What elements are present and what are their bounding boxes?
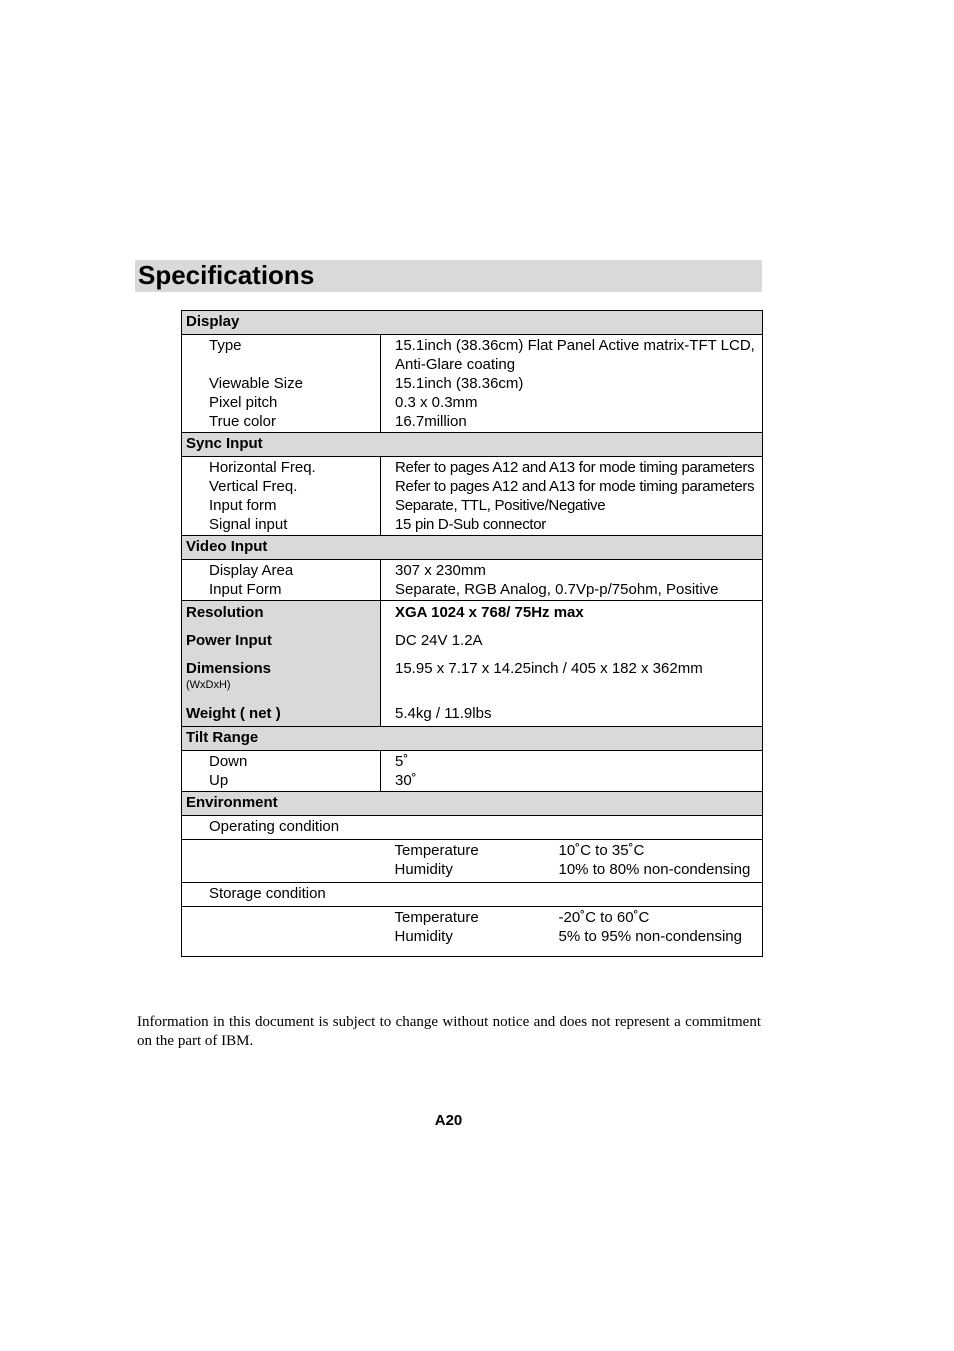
value-type-cont: Anti-Glare coating bbox=[395, 356, 516, 373]
sync-rows bbox=[182, 457, 763, 536]
tilt-rows bbox=[182, 751, 763, 792]
label-input-form-video: Input Form bbox=[209, 581, 282, 598]
display-values bbox=[381, 335, 763, 433]
label-up: Up bbox=[209, 772, 229, 789]
storage-temperature-label: Temperature bbox=[394, 909, 479, 926]
value-power-input: DC 24V 1.2A bbox=[395, 632, 483, 649]
specifications-table bbox=[181, 310, 763, 957]
value-type: 15.1inch (38.36cm) Flat Panel Active matrix-TFT LCD, bbox=[395, 337, 755, 354]
label-signal-input: Signal input bbox=[209, 516, 288, 533]
label-viewable-size: Viewable Size bbox=[209, 375, 303, 392]
misc-values bbox=[381, 601, 763, 727]
page-number: A20 bbox=[434, 1112, 463, 1129]
page-title: Specifications bbox=[138, 260, 315, 290]
disclaimer-text: Information in this document is subject to change without notice and does not represent a commitment on the part of IBM. bbox=[137, 1014, 761, 1049]
value-pixel-pitch: 0.3 x 0.3mm bbox=[395, 394, 478, 411]
section-header-display: Display bbox=[182, 311, 763, 335]
value-signal-input: 15 pin D-Sub connector bbox=[395, 516, 546, 533]
value-horizontal-freq: Refer to pages A12 and A13 for mode timing parameters bbox=[395, 459, 755, 476]
misc-labels bbox=[182, 601, 381, 727]
storage-label-row bbox=[182, 883, 763, 907]
operating-temperature bbox=[395, 841, 763, 860]
label-horizontal-freq: Horizontal Freq. bbox=[209, 459, 316, 476]
operating-label-row bbox=[182, 816, 763, 840]
display-labels bbox=[182, 335, 381, 433]
section-header-video: Video Input bbox=[182, 536, 763, 560]
section-header-tilt: Tilt Range bbox=[182, 727, 763, 751]
operating-temperature-value: 10˚C to 35˚C bbox=[558, 842, 645, 859]
label-operating-condition: Operating condition bbox=[182, 816, 763, 840]
value-resolution: XGA 1024 x 768/ 75Hz max bbox=[395, 604, 584, 621]
value-viewable-size: 15.1inch (38.36cm) bbox=[395, 375, 524, 392]
label-display-area: Display Area bbox=[209, 562, 294, 579]
operating-temperature-label: Temperature bbox=[394, 842, 479, 859]
label-weight: Weight ( net ) bbox=[186, 705, 281, 722]
label-down: Down bbox=[209, 753, 248, 770]
label-input-form: Input form bbox=[209, 497, 277, 514]
label-pixel-pitch: Pixel pitch bbox=[209, 394, 278, 411]
storage-humidity bbox=[395, 927, 763, 946]
value-down: 5˚ bbox=[395, 753, 409, 770]
operating-values bbox=[381, 840, 763, 883]
storage-values-row bbox=[182, 907, 763, 957]
sync-labels bbox=[182, 457, 381, 536]
section-header-sync: Sync Input bbox=[182, 433, 763, 457]
label-vertical-freq: Vertical Freq. bbox=[209, 478, 298, 495]
value-display-area: 307 x 230mm bbox=[395, 562, 486, 579]
label-true-color: True color bbox=[209, 413, 276, 430]
label-dimensions-note: (WxDxH) bbox=[186, 679, 231, 691]
section-header-environment: Environment bbox=[182, 792, 763, 816]
video-labels bbox=[182, 560, 381, 601]
operating-values-row bbox=[182, 840, 763, 883]
tilt-labels bbox=[182, 751, 381, 792]
title-bar bbox=[135, 260, 762, 292]
value-input-form: Separate, TTL, Positive/Negative bbox=[395, 497, 606, 514]
label-blank bbox=[209, 355, 380, 374]
storage-humidity-label: Humidity bbox=[394, 928, 453, 945]
value-true-color: 16.7million bbox=[395, 413, 467, 430]
storage-values bbox=[381, 907, 763, 957]
value-weight: 5.4kg / 11.9lbs bbox=[395, 705, 492, 722]
video-rows bbox=[182, 560, 763, 601]
label-dimensions: Dimensions bbox=[186, 660, 272, 677]
value-input-form-video: Separate, RGB Analog, 0.7Vp-p/75ohm, Positive bbox=[395, 581, 719, 598]
operating-humidity bbox=[395, 860, 763, 879]
misc-rows bbox=[182, 601, 763, 727]
storage-humidity-value: 5% to 95% non-condensing bbox=[558, 928, 742, 945]
label-power-input: Power Input bbox=[186, 632, 272, 649]
storage-temperature-value: -20˚C to 60˚C bbox=[558, 909, 650, 926]
display-rows bbox=[182, 335, 763, 433]
label-storage-condition: Storage condition bbox=[182, 883, 763, 907]
value-up: 30˚ bbox=[395, 772, 417, 789]
value-dimensions: 15.95 x 7.17 x 14.25inch / 405 x 182 x 362mm bbox=[395, 660, 703, 677]
operating-humidity-label: Humidity bbox=[394, 861, 453, 878]
storage-temperature bbox=[395, 908, 763, 927]
value-vertical-freq: Refer to pages A12 and A13 for mode timing parameters bbox=[395, 478, 755, 495]
label-resolution: Resolution bbox=[186, 604, 264, 621]
label-type: Type bbox=[209, 337, 242, 354]
video-values bbox=[381, 560, 763, 601]
tilt-values bbox=[381, 751, 763, 792]
sync-values bbox=[381, 457, 763, 536]
operating-humidity-value: 10% to 80% non-condensing bbox=[558, 861, 751, 878]
